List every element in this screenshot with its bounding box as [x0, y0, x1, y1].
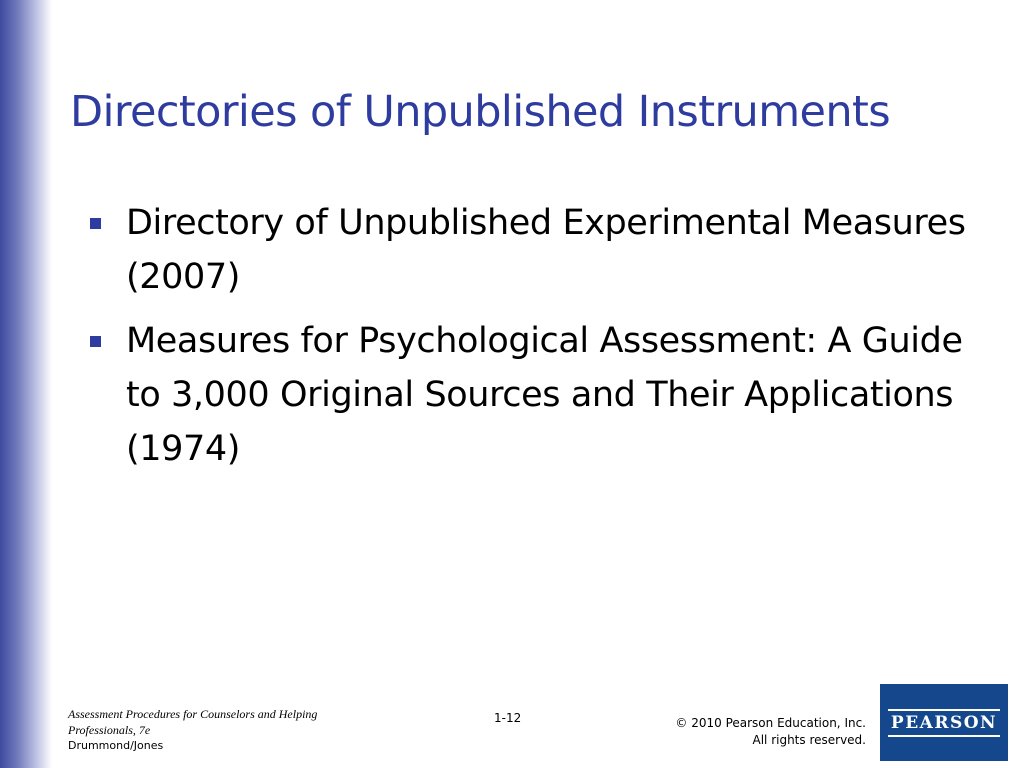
bullet-item	[86, 314, 986, 476]
footer-copyright	[675, 715, 866, 749]
copyright-line2: All rights reserved.	[752, 733, 866, 747]
bullet-text: Directory of Unpublished Experimental Measures (2007)	[126, 203, 966, 297]
pearson-logo-text: PEARSON	[888, 709, 1000, 737]
square-bullet-icon	[90, 336, 101, 347]
footer-book-title-line2: Professionals, 7e	[68, 723, 151, 737]
copyright-line1: © 2010 Pearson Education, Inc.	[675, 716, 866, 730]
footer-book-info	[68, 706, 388, 754]
square-bullet-icon	[90, 218, 101, 229]
pearson-logo	[880, 684, 1008, 761]
footer-book-title-line1: Assessment Procedures for Counselors and Helping	[68, 707, 318, 721]
bullet-list	[86, 196, 986, 486]
slide-title: Directories of Unpublished Instruments	[70, 87, 891, 137]
bullet-item	[86, 196, 986, 304]
side-gradient-bar	[0, 0, 52, 768]
footer-authors: Drummond/Jones	[68, 739, 164, 752]
slide-number: 1-12	[494, 711, 522, 725]
bullet-text: Measures for Psychological Assessment: A Guide to 3,000 Original Sources and Their Applications (1974)	[126, 321, 963, 469]
